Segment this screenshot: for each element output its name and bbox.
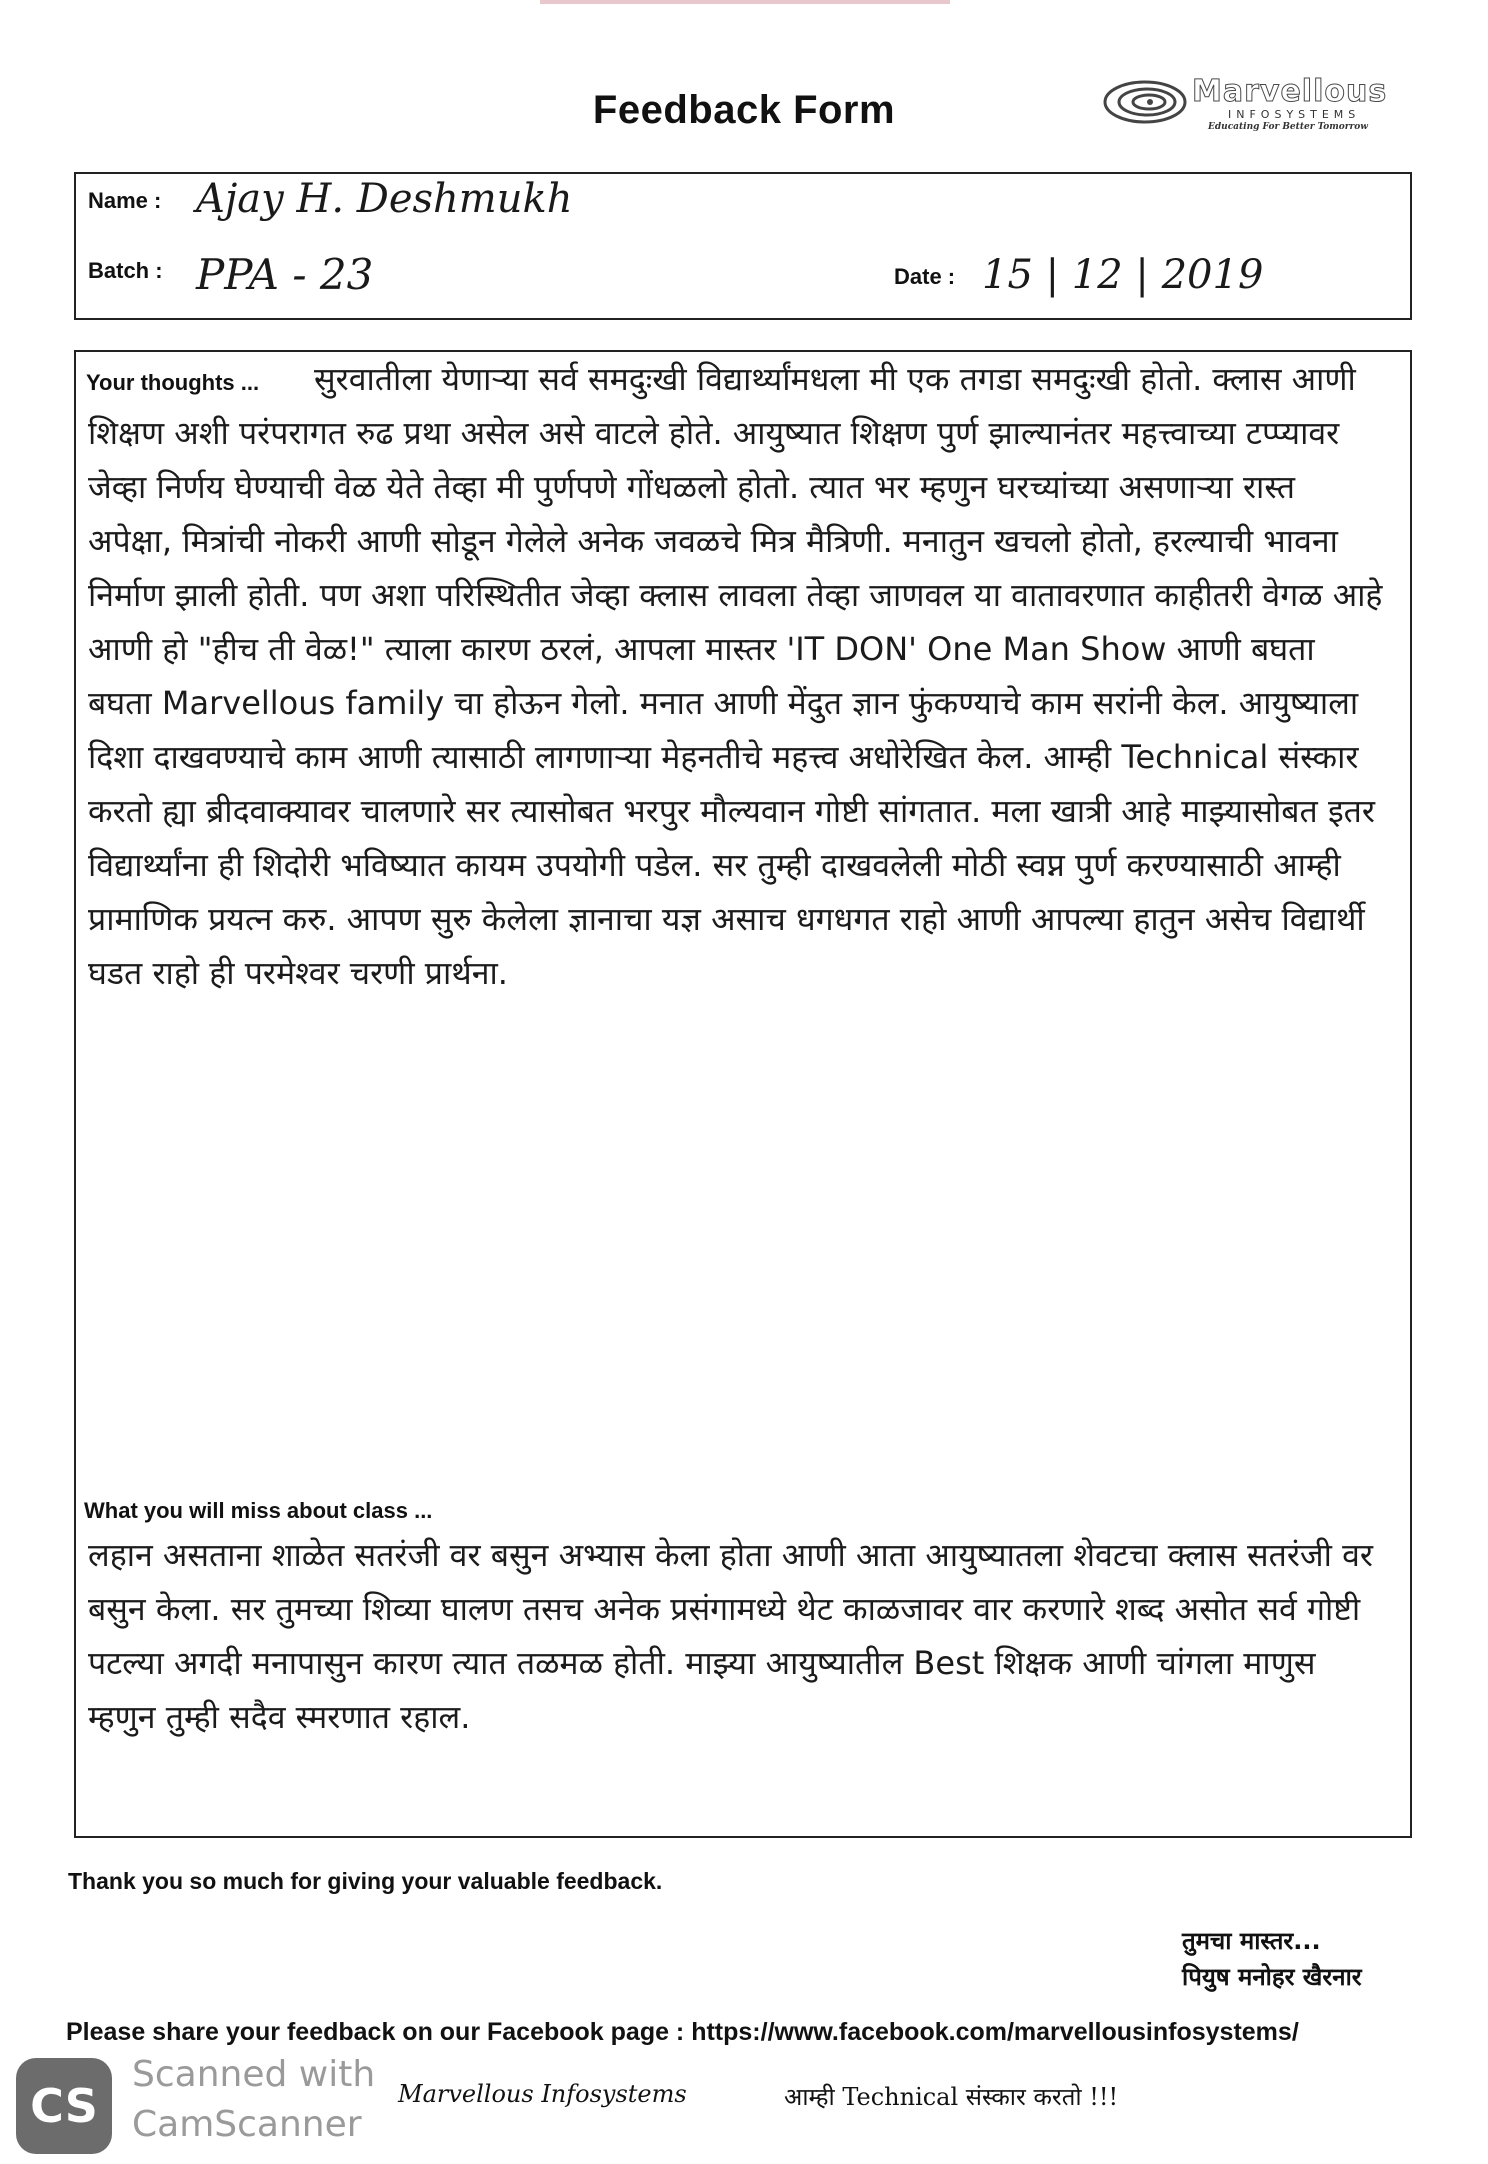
thank-you-note: Thank you so much for giving your valuable feedback.: [68, 1868, 663, 1894]
thoughts-label: Your thoughts ...: [86, 370, 260, 395]
miss-text: लहान असताना शाळेत सतरंजी वर बसुन अभ्यास केला होता आणी आता आयुष्यातला शेवटचा क्लास सतरंजी वर बसुन केला. सर तुमच्या शिव्या घालण तसच अनेक प्रसंगामध्ये थेट काळजावर वार करणारे शब्द असोत सर्व गोष्टी पटल्या अगदी मनापासुन कारण त्यात तळमळ होती. माझ्या आयुष्यातील Best शिक्षक आणी चांगला माणुस म्हणुन तुम्ही सदैव स्मरणात रहाल.: [88, 1536, 1373, 1736]
date-value: 15 | 12 | 2019: [982, 252, 1264, 298]
footer-motto: आम्ही Technical संस्कार करतो !!!: [784, 2083, 1119, 2111]
signature-line-1: तुमचा मास्तर...: [1182, 1927, 1321, 1955]
name-label: Name :: [88, 188, 162, 213]
name-value: Ajay H. Deshmukh: [196, 176, 573, 222]
logo-subtitle: INFOSYSTEMS: [1228, 108, 1361, 121]
details-box: [74, 172, 1412, 320]
date-label: Date :: [894, 264, 956, 289]
thoughts-text: सुरवातीला येणाऱ्या सर्व समदुःखी विद्यार्थ्यांमधला मी एक तगडा समदुःखी होतो. क्लास आणी शिक्षण अशी परंपरागत रुढ प्रथा असेल असे वाटले होते. आयुष्यात शिक्षण पुर्ण झाल्यानंतर महत्त्वाच्या टप्प्यावर जेव्हा निर्णय घेण्याची वेळ येते तेव्हा मी पुर्णपणे गोंधळलो होतो. त्यात भर म्हणुन घरच्यांच्या असणाऱ्या रास्त अपेक्षा, मित्रांची नोकरी आणी सोडून गेलेले अनेक जवळचे मित्र मैत्रिणी. मनातुन खचलो होतो, हरल्याची भावना निर्माण झाली होती. पण अशा परिस्थितीत जेव्हा क्लास लावला तेव्हा जाणवल या वातावरणात काहीतरी वेगळ आहे आणी हो "हीच ती वेळ!" त्याला कारण ठरलं, आपला मास्तर 'IT DON' One Man Show आणी बघता बघता Marvellous family चा होऊन गेलो. मनात आणी मेंदुत ज्ञान फुंकण्याचे काम सरांनी केल. आयुष्याला दिशा दाखवण्याचे काम आणी त्यासाठी लागणाऱ्या मेहनतीचे महत्त्व अधोरेखित केल. आम्ही Technical संस्कार करतो ह्या ब्रीदवाक्यावर चालणारे सर त्यासोबत भरपुर मौल्यवान गोष्टी सांगतात. मला खात्री आहे माझ्यासोबत इतर विद्यार्थ्यांना ही शिदोरी भविष्यात कायम उपयोगी पडेल. सर तुम्ही दाखवलेली मोठी स्वप्न पुर्ण करण्यासाठी आम्ही प्रामाणिक प्रयत्न करु. आपण सुरु केलेला ज्ञानाचा यज्ञ असाच धगधगत राहो आणी आपल्या हातुन असेच विद्यार्थी घडत राहो ही परमेश्वर चरणी प्रार्थना.: [88, 360, 1383, 992]
marvellous-logo: [1100, 72, 1440, 132]
scanner-watermark-line-1: Scanned with: [132, 2054, 376, 2095]
signature-line-2: पियुष मनोहर खैरनार: [1182, 1963, 1362, 1991]
top-edge-smudge: [540, 0, 950, 4]
batch-label: Batch :: [88, 258, 163, 283]
batch-value: PPA - 23: [196, 250, 374, 299]
spiral-logo-icon: [1100, 72, 1190, 132]
logo-tagline: Educating For Better Tomorrow: [1208, 122, 1369, 132]
facebook-share-line: Please share your feedback on our Facebook page : https://www.facebook.com/marvellousinfosystems/: [66, 2018, 1299, 2046]
footer-brand: Marvellous Infosystems: [398, 2080, 687, 2108]
logo-name: Marvellous: [1192, 74, 1388, 109]
scanner-watermark-line-2: CamScanner: [132, 2104, 362, 2145]
form-title: Feedback Form: [592, 88, 896, 132]
miss-label: What you will miss about class ...: [84, 1498, 433, 1523]
camscanner-logo-icon: CS: [16, 2058, 112, 2154]
